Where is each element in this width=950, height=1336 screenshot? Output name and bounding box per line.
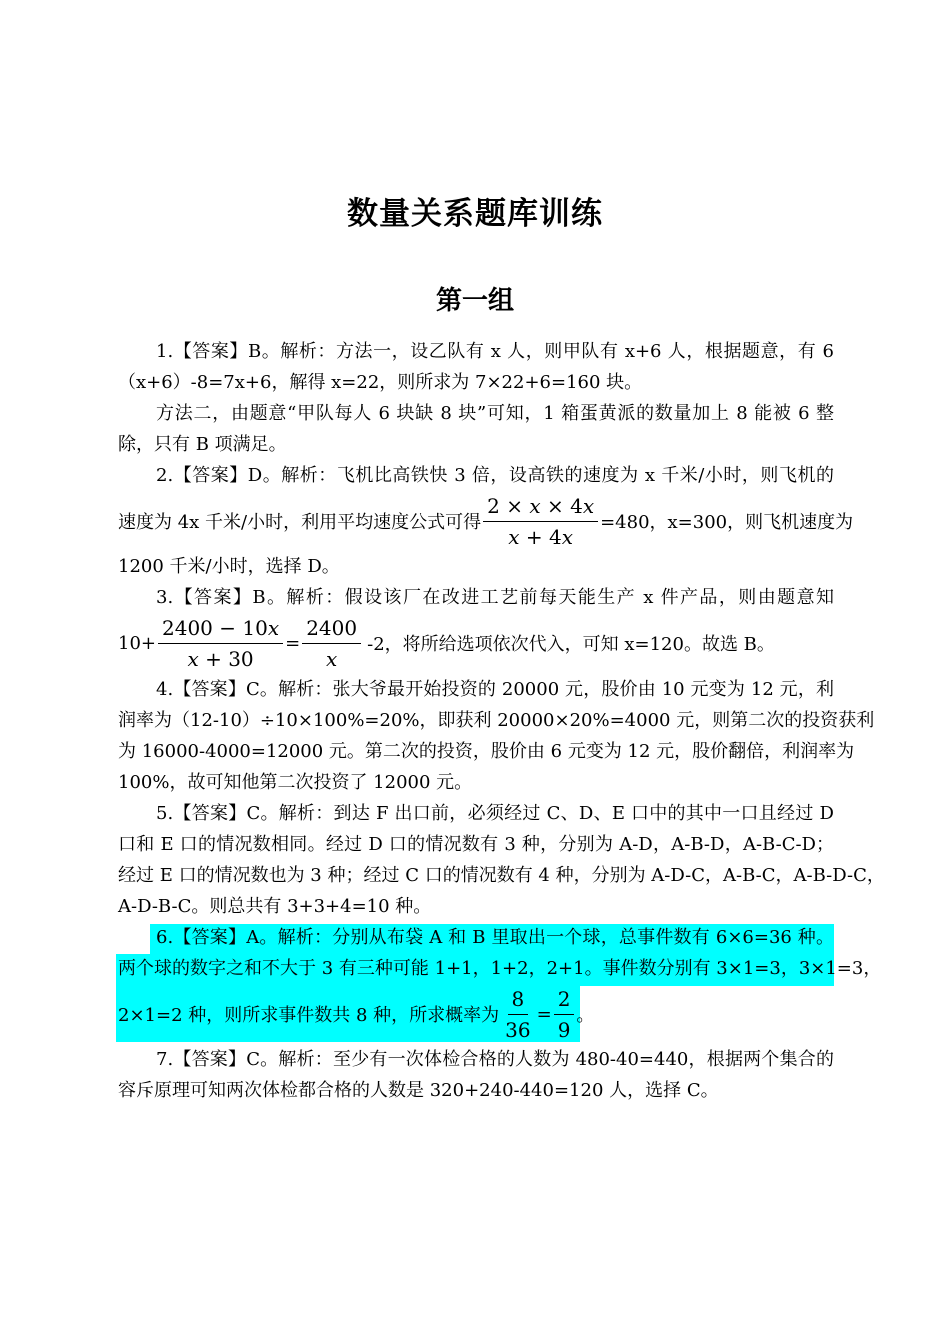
q6-equals: = bbox=[536, 1003, 552, 1025]
q6-right-denominator: 9 bbox=[557, 1017, 571, 1042]
q6-fraction-left bbox=[501, 986, 534, 1043]
section-heading: 第一组 bbox=[435, 286, 514, 316]
q5-line-2: 口和 E 口的情况数相同。经过 D 口的情况数有 3 种，分别为 A-D，A-B-D，A-B-C-D； bbox=[118, 834, 834, 855]
q5-line-4: A-D-B-C。则总共有 3+3+4=10 种。 bbox=[118, 896, 432, 917]
q1-line-1: 1.【答案】B。解析：方法一，设乙队有 x 人，则甲队有 x+6 人，根据题意，有 6 bbox=[156, 341, 834, 362]
q3-equals: = bbox=[285, 632, 301, 654]
q4-line-1: 4.【答案】C。解析：张大爷最开始投资的 20000 元，股价由 10 元变为 12 元，利 bbox=[156, 679, 834, 700]
q3-fraction-left bbox=[158, 615, 283, 672]
q4-line-4: 100%，故可知他第二次投资了 12000 元。 bbox=[118, 772, 473, 793]
q3-text-before: 10+ bbox=[118, 632, 156, 654]
q7-line-1: 7.【答案】C。解析：至少有一次体检合格的人数为 480-40=440，根据两个集合的 bbox=[156, 1049, 834, 1070]
q3-right-denominator: x bbox=[326, 646, 338, 671]
q6-fraction-right bbox=[554, 986, 575, 1043]
q4-line-2: 润率为（12-10）÷10×100%=20%，即获利 20000×20%=4000 元，则第二次的投资获利 bbox=[118, 710, 875, 731]
q3-right-numerator: 2400 bbox=[302, 615, 361, 644]
q4-line-3: 为 16000-4000=12000 元。第二次的投资，股价由 6 元变为 12 元，股价翻倍，利润率为 bbox=[118, 741, 855, 762]
q3-left-denominator: x + 30 bbox=[187, 646, 254, 671]
q1-line-3: 方法二，由题意“甲队每人 6 块缺 8 块”可知，1 箱蛋黄派的数量加上 8 能被 6 整 bbox=[156, 403, 834, 424]
q6-text-after: 。 bbox=[576, 1005, 595, 1026]
q6-line-2: 两个球的数字之和不大于 3 有三种可能 1+1，1+2，2+1。事件数分别有 3×1=3，3×1=3， bbox=[118, 958, 882, 979]
q2-text-before: 速度为 4x 千米/小时，利用平均速度公式可得 bbox=[118, 512, 482, 533]
q3-text-after: -2，将所给选项依次代入，可知 x=120。故选 B。 bbox=[367, 634, 775, 655]
q2-line-1: 2.【答案】D。解析：飞机比高铁快 3 倍，设高铁的速度为 x 千米/小时，则飞机的 bbox=[156, 465, 834, 486]
q2-fraction-numerator: 2 × x × 4x bbox=[483, 493, 598, 522]
q6-text-before: 2×1=2 种，则所求事件数共 8 种，所求概率为 bbox=[118, 1005, 500, 1026]
q3-formula-line bbox=[118, 616, 834, 670]
q6-left-denominator: 36 bbox=[505, 1017, 531, 1042]
q2-formula-line bbox=[118, 493, 854, 549]
q1-line-2: （x+6）-8=7x+6，解得 x=22，则所求为 7×22+6=160 块。 bbox=[118, 372, 643, 393]
q2-fraction-denominator: x + 4x bbox=[508, 524, 573, 549]
q2-text-after: =480，x=300，则飞机速度为 bbox=[600, 512, 854, 533]
page-title: 数量关系题库训练 bbox=[347, 196, 603, 232]
q7-line-2: 容斥原理可知两次体检都合格的人数是 320+240-440=120 人，选择 C。 bbox=[118, 1080, 719, 1101]
q3-line-1: 3.【答案】B。解析：假设该厂在改进工艺前每天能生产 x 件产品，则由题意知 bbox=[156, 587, 834, 608]
q5-line-3: 经过 E 口的情况数也为 3 种；经过 C 口的情况数有 4 种，分别为 A-D-C，A-B-C，A-B-D-C， bbox=[118, 865, 885, 886]
q1-line-4: 除，只有 B 项满足。 bbox=[118, 434, 287, 455]
q6-right-numerator: 2 bbox=[554, 986, 575, 1015]
q6-left-numerator: 8 bbox=[508, 986, 529, 1015]
q2-line-3: 1200 千米/小时，选择 D。 bbox=[118, 556, 340, 577]
q3-left-numerator: 2400 − 10x bbox=[158, 615, 283, 644]
q3-fraction-right bbox=[302, 615, 361, 672]
q6-line-1: 6.【答案】A。解析：分别从布袋 A 和 B 里取出一个球，总事件数有 6×6=36 种。 bbox=[156, 927, 834, 948]
q6-formula-line bbox=[118, 987, 834, 1041]
q5-line-1: 5.【答案】C。解析：到达 F 出口前，必须经过 C、D、E 口中的其中一口且经过 D bbox=[156, 803, 834, 824]
q2-fraction bbox=[483, 493, 598, 550]
